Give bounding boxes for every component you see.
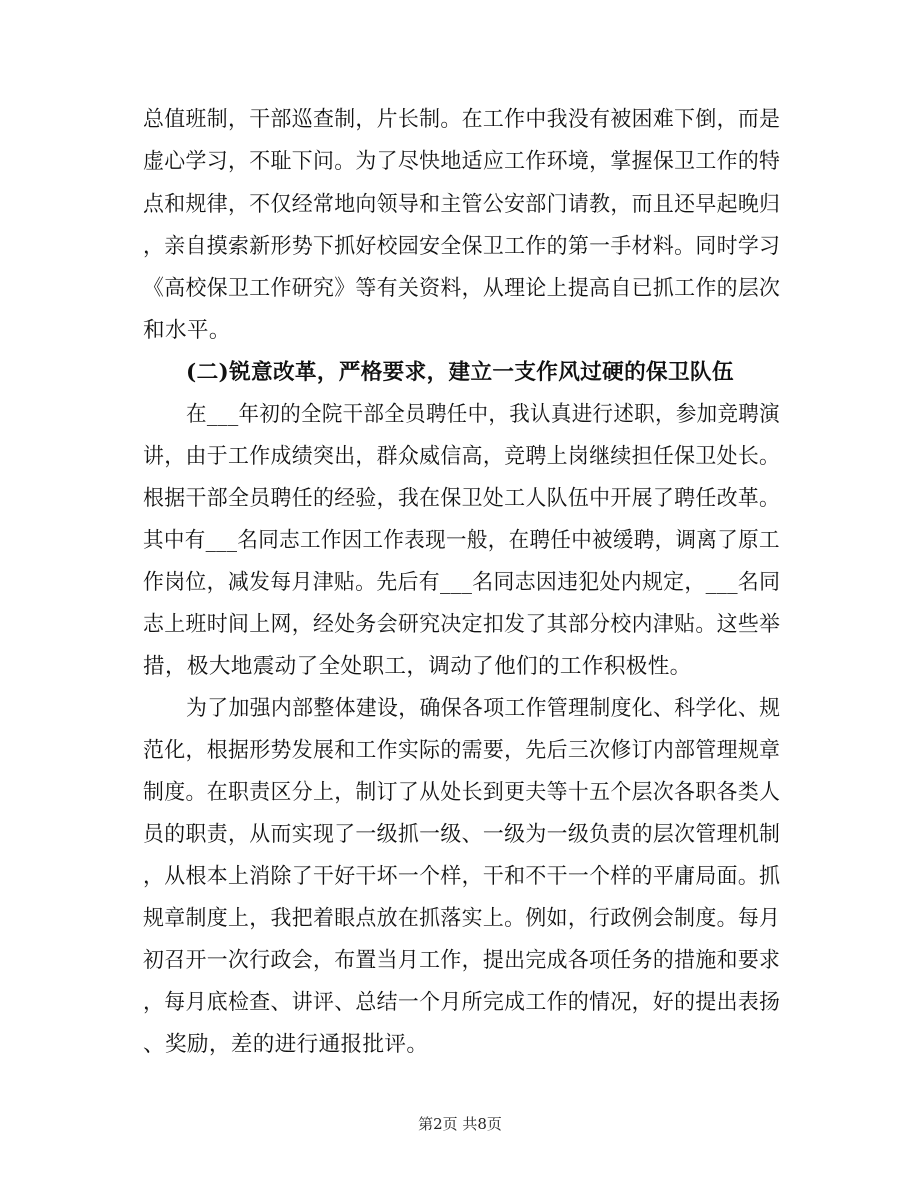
- text-line: ，从根本上消除了干好干坏一个样，干和不干一个样的平庸局面。抓: [143, 864, 781, 889]
- text-line: 员的职责，从而实现了一级抓一级、一级为一级负责的层次管理机制: [143, 822, 781, 847]
- text-line: 初召开一次行政会，布置当月工作，提出完成各项任务的措施和要求: [143, 948, 781, 973]
- text-line: 范化，根据形势发展和工作实际的需要，先后三次修订内部管理规章: [143, 738, 781, 763]
- text-line: 讲，由于工作成绩突出，群众威信高，竞聘上岗继续担任保卫处长。: [143, 444, 781, 469]
- text-line: 总值班制，干部巡查制，片长制。在工作中我没有被困难下倒，而是: [143, 107, 781, 132]
- text-line: 其中有___名同志工作因工作表现一般，在聘任中被缓聘，调离了原工: [143, 528, 780, 553]
- text-line: 虚心学习，不耻下问。为了尽快地适应工作环境，掌握保卫工作的特: [143, 149, 781, 174]
- text-line: 规章制度上，我把着眼点放在抓落实上。例如，行政例会制度。每月: [143, 906, 781, 931]
- text-line: 制度。在职责区分上，制订了从处长到更夫等十五个层次各职各类人: [143, 780, 781, 805]
- text-line: 措，极大地震动了全处职工，调动了他们的工作积极性。: [143, 654, 692, 679]
- text-line: 志上班时间上网，经处务会研究决定扣发了其部分校内津贴。这些举: [143, 612, 781, 637]
- text-line: ，每月底检查、讲评、总结一个月所完成工作的情况，好的提出表扬: [143, 990, 781, 1015]
- text-line: 、奖励，差的进行通报批评。: [143, 1032, 429, 1057]
- text-line: 作岗位，减发每月津贴。先后有___名同志因违犯处内规定，___名同: [143, 570, 781, 595]
- text-line: 《高校保卫工作研究》等有关资料，从理论上提高自已抓工作的层次: [143, 276, 781, 301]
- text-line: 和水平。: [143, 318, 231, 343]
- text-line: 点和规律，不仅经常地向领导和主管公安部门请教，而且还早起晚归: [143, 192, 781, 217]
- text-line: 在___年初的全院干部全员聘任中，我认真进行述职，参加竞聘演: [186, 402, 780, 427]
- text-line: ，亲自摸索新形势下抓好校园安全保卫工作的第一手材料。同时学习: [143, 234, 781, 259]
- text-line: 为了加强内部整体建设，确保各项工作管理制度化、科学化、规: [186, 696, 781, 721]
- section-heading: (二)锐意改革，严格要求，建立一支作风过硬的保卫队伍: [186, 360, 734, 385]
- text-line: 根据干部全员聘任的经验，我在保卫处工人队伍中开展了聘任改革。: [143, 486, 781, 511]
- page-number: 第2页 共8页: [418, 1115, 502, 1133]
